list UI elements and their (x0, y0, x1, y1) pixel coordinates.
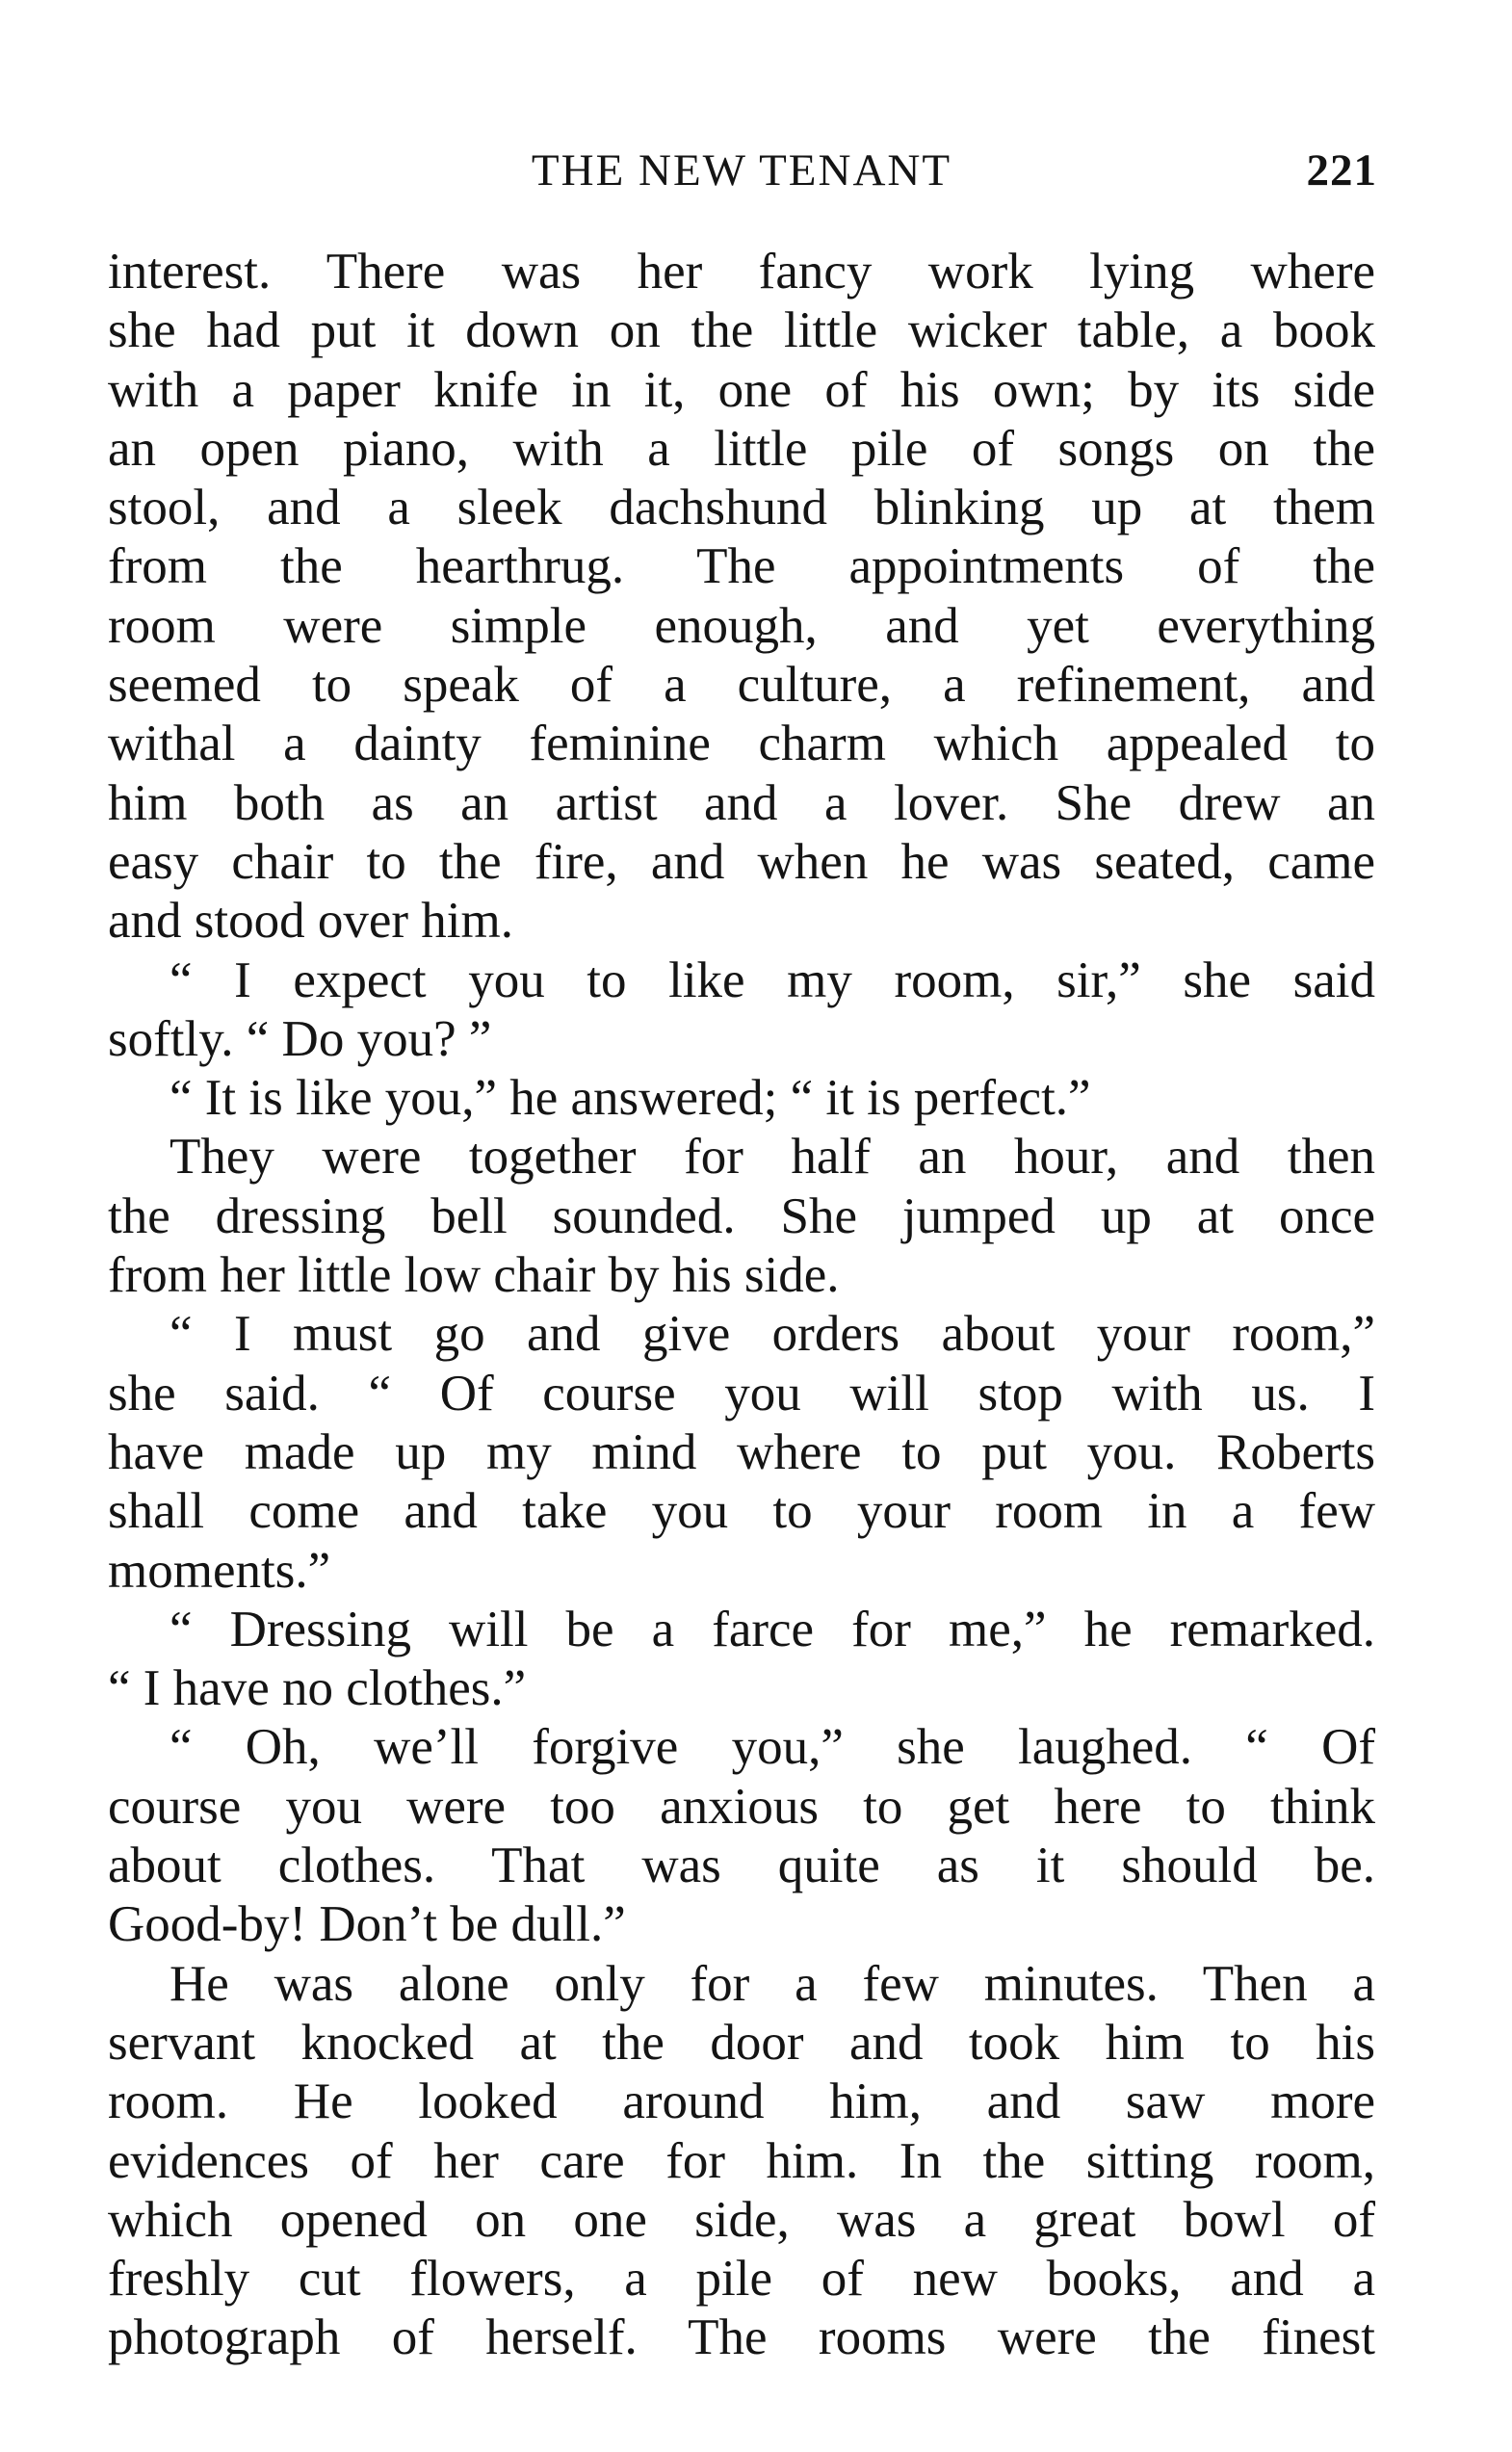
text-line: course you were too anxious to get here to think (108, 1778, 1375, 1835)
text-line: from the hearthrug. The appointments of the (108, 538, 1375, 595)
text-line: an open piano, with a little pile of songs on the (108, 420, 1375, 477)
text-line: shall come and take you to your room in a few (108, 1483, 1375, 1540)
running-head (106, 144, 1377, 202)
text-line: “ Oh, we’ll forgive you,” she laughed. “ Of (169, 1719, 1375, 1776)
text-line: He was alone only for a few minutes. Then a (169, 1955, 1375, 2012)
text-line: stool, and a sleek dachshund blinking up at them (108, 480, 1375, 536)
text-line: “ It is like you,” he answered; “ it is perfect.” (169, 1070, 1091, 1127)
text-line: freshly cut flowers, a pile of new books, and a (108, 2251, 1375, 2308)
text-line: the dressing bell sounded. She jumped up at once (108, 1187, 1375, 1244)
text-line: “ I have no clothes.” (108, 1660, 527, 1717)
text-line: photograph of herself. The rooms were the finest (108, 2309, 1375, 2366)
text-line: about clothes. That was quite as it should be. (108, 1838, 1375, 1894)
text-line: easy chair to the fire, and when he was seated, came (108, 833, 1375, 890)
text-line: They were together for half an hour, and then (169, 1129, 1375, 1186)
page-number: 221 (1306, 145, 1377, 196)
text-line: servant knocked at the door and took him to his (108, 2014, 1375, 2071)
text-line: she said. “ Of course you will stop with us. I (108, 1365, 1375, 1422)
text-line: she had put it down on the little wicker table, a book (108, 302, 1375, 359)
body-text (108, 243, 1375, 2368)
text-line: moments.” (108, 1542, 331, 1599)
text-line: evidences of her care for him. In the sitting room, (108, 2132, 1375, 2189)
text-line: softly. “ Do you? ” (108, 1010, 492, 1067)
text-line: seemed to speak of a culture, a refinement, and (108, 657, 1375, 714)
text-line: with a paper knife in it, one of his own; by its side (108, 361, 1375, 418)
text-line: and stood over him. (108, 893, 513, 950)
running-title: THE NEW TENANT (531, 145, 952, 196)
text-line: him both as an artist and a lover. She drew an (108, 774, 1375, 831)
text-line: withal a dainty feminine charm which appealed to (108, 716, 1375, 772)
text-line: Good-by! Don’t be dull.” (108, 1896, 626, 1953)
text-line: room were simple enough, and yet everything (108, 597, 1375, 654)
text-line: “ I must go and give orders about your room,” (169, 1306, 1375, 1363)
text-line: “ Dressing will be a farce for me,” he remarked. (169, 1601, 1375, 1657)
text-line: which opened on one side, was a great bowl of (108, 2191, 1375, 2248)
text-line: room. He looked around him, and saw more (108, 2074, 1375, 2130)
text-line: from her little low chair by his side. (108, 1247, 840, 1304)
text-line: interest. There was her fancy work lying where (108, 244, 1375, 300)
text-line: have made up my mind where to put you. Roberts (108, 1423, 1375, 1480)
text-line: “ I expect you to like my room, sir,” she said (169, 952, 1375, 1008)
